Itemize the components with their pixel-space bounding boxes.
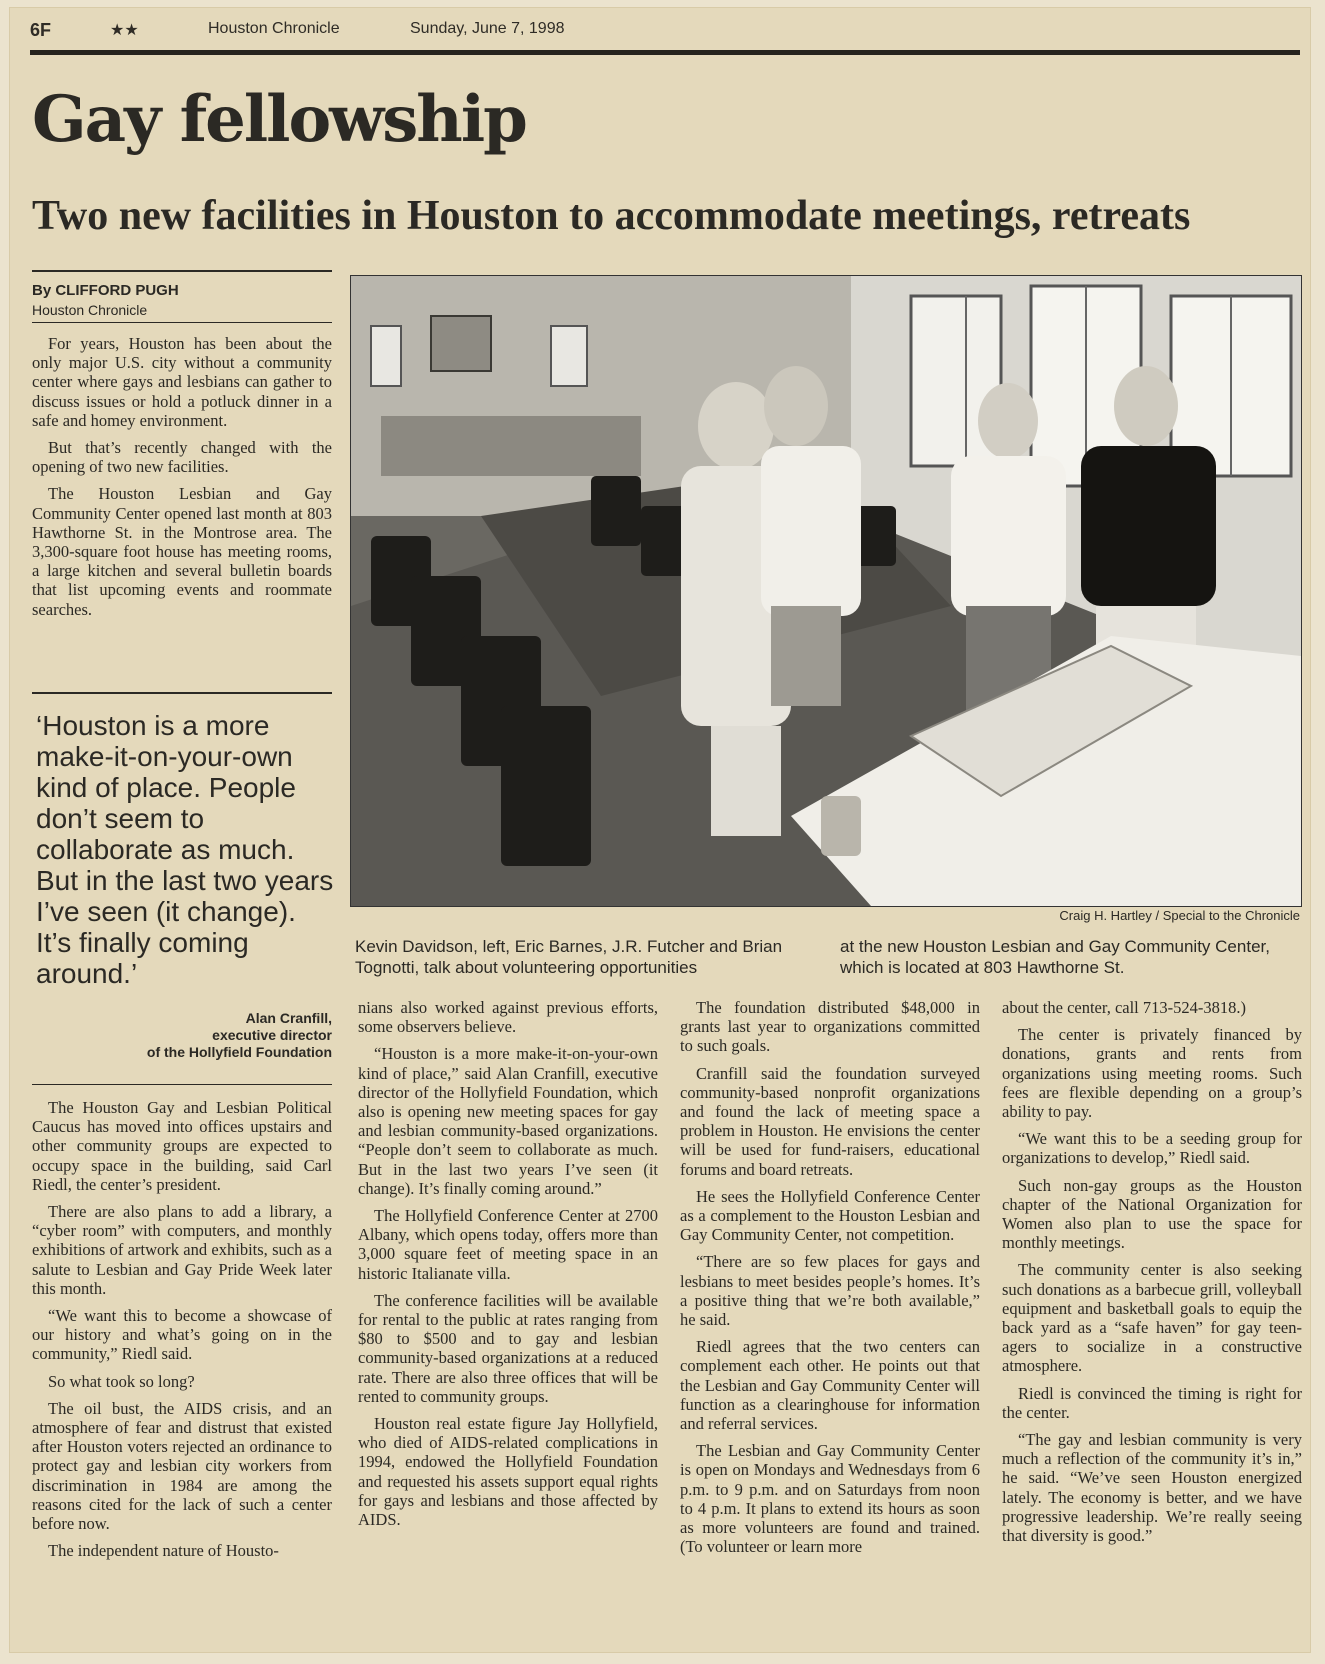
top-rule xyxy=(30,50,1300,55)
pull-quote: ‘Houston is a more make-it-on-your-own kind of place. People don’t seem to collaborate as much. But in the last two years I’ve seen (it change). It’s finally coming around.’ xyxy=(36,710,334,989)
paragraph: The Houston Gay and Lesbian Political Caucus has moved into offices upstairs and other community groups are expected to occupy space in the building, said Carl Riedl, the center’s president. xyxy=(32,1098,332,1194)
paragraph: Riedl agrees that the two centers can complement each other. He points out that the Lesbian and Gay Community Center will function as a clearinghouse for information and referral services. xyxy=(680,1337,980,1434)
paragraph: The foundation distributed $48,000 in grants last year to organizations committed to such goals. xyxy=(680,998,980,1056)
paragraph: There are also plans to add a library, a “cyber room” with computers, and monthly exhibitions of artwork and exhibits, such as a salute to Lesbian and Gay Pride Week later this month. xyxy=(32,1202,332,1298)
paragraph: The independent nature of Housto- xyxy=(48,1541,279,1561)
paragraph: Houston real estate figure Jay Hollyfield, who died of AIDS-related complications in 1994, endowed the Hollyfield Foundation and requested his assets support equal rights for gays and lesbians and those affected by AIDS. xyxy=(358,1414,658,1530)
byline-rule-bottom xyxy=(32,322,332,323)
byline-rule xyxy=(32,270,332,272)
news-photo xyxy=(350,275,1302,907)
attribution-title: executive director xyxy=(212,1027,332,1043)
folio-line xyxy=(30,18,1300,44)
paragraph: Such non-gay groups as the Houston chapter of the National Organization for Women also plan to use the space for monthly meetings. xyxy=(1002,1175,1302,1253)
paragraph: Cranfill said the foundation surveyed community-based nonprofit organizations and found the lack of meeting space a problem in Houston. He envisions the center will be used for fund-raisers, educational forums and board retreats. xyxy=(680,1063,980,1179)
article-column-4 xyxy=(1002,998,1302,1553)
page-number: 6F xyxy=(30,20,52,40)
byline-outlet: Houston Chronicle xyxy=(32,302,148,318)
attribution-name: Alan Cranfill, xyxy=(245,1010,332,1026)
paragraph: “The gay and lesbian community is very much a reflection of the community it’s in,” he said. “We’ve seen Houston energized lately. The economy is better, and we have progressive leadership. We’re really seeing that diversity is good.” xyxy=(1002,1430,1302,1546)
photo-credit: Craig H. Hartley / Special to the Chronicle xyxy=(1059,908,1300,923)
article-column-1-top xyxy=(32,334,332,627)
paragraph: For years, Houston has been about the only major U.S. city without a community center where gays and lesbians can gather to discuss issues or hold a potluck dinner in a safe and homey environment. xyxy=(32,334,332,430)
paragraph: nians also worked against previous efforts, some observers believe. xyxy=(358,998,658,1037)
publication-date: Sunday, June 7, 1998 xyxy=(410,20,565,37)
pull-quote-rule xyxy=(32,692,332,694)
paragraph: The Houston Lesbian and Gay Community Center opened last month at 803 Hawthorne St. in the Montrose area. The 3,300-square foot house has meeting rooms, a large kitchen and several bulletin boards that list upcoming events and roommate searches. xyxy=(32,484,332,619)
paragraph: But that’s recently changed with the opening of two new facilities. xyxy=(32,438,332,477)
attribution-organization: of the Hollyfield Foundation xyxy=(146,1044,332,1060)
paragraph: “There are so few places for gays and lesbians to meet besides people’s homes. It’s a positive thing that we’re both available,” he said. xyxy=(680,1252,980,1330)
edition-stars: ★★ xyxy=(110,22,139,39)
article-column-2 xyxy=(358,998,658,1537)
paragraph: So what took so long? xyxy=(48,1371,195,1391)
paragraph: about the center, call 713-524-3818.) xyxy=(1002,998,1247,1017)
article-column-3 xyxy=(680,998,980,1564)
paragraph: The oil bust, the AIDS crisis, and an atmosphere of fear and distrust that existed after Houston voters rejected an ordinance to protect gay and lesbian city workers from discrimination in 1984 are among the reasons cited for the lack of such a center before now. xyxy=(32,1398,332,1534)
paragraph: The Lesbian and Gay Community Center is open on Mondays and Wednesdays from 6 p.m. to 9 p.m. and on Saturdays from noon to 4 p.m. It plans to extend its hours as soon as more volunteers are found and trained. (To volunteer or learn more xyxy=(680,1441,980,1557)
paragraph: “We want this to be a seeding group for organizations to develop,” Riedl said. xyxy=(1002,1129,1302,1168)
deck-subheadline: Two new facilities in Houston to accommodate meetings, retreats xyxy=(32,193,1191,239)
photo-illustration xyxy=(351,276,1301,906)
paragraph: The conference facilities will be available for rental to the public at rates ranging from $80 to $500 and to gay and lesbian community-based organizations at a reduced rate. There are also three offices that will be rented to community groups. xyxy=(358,1290,658,1406)
pull-quote-attribution xyxy=(32,1010,332,1061)
paragraph: Riedl is convinced the timing is right for the center. xyxy=(1002,1383,1302,1422)
photo-caption-right: at the new Houston Lesbian and Gay Community Center, which is located at 803 Hawthorne St. xyxy=(840,937,1270,977)
byline-author: By CLIFFORD PUGH xyxy=(32,282,179,299)
paragraph: He sees the Hollyfield Conference Center as a complement to the Houston Lesbian and Gay Community Center, not competition. xyxy=(680,1186,980,1245)
pull-quote-rule-bottom xyxy=(32,1084,332,1085)
newspaper-name: Houston Chronicle xyxy=(208,20,340,37)
photo-caption-left: Kevin Davidson, left, Eric Barnes, J.R. Futcher and Brian Tognotti, talk about volunteering opportunities xyxy=(355,937,783,977)
article-column-1-bottom xyxy=(32,1098,332,1568)
paragraph: The community center is also seeking such donations as a barbecue grill, volleyball equipment and basketball goals to equip the back yard as a “safe haven” for gay teen-agers to socialize in a constructive atmosphere. xyxy=(1002,1260,1302,1376)
paragraph: The Hollyfield Conference Center at 2700 Albany, which opens today, offers more than 3,000 square feet of meeting space in an historic Italianate villa. xyxy=(358,1206,658,1283)
headline: Gay fellowship xyxy=(32,82,526,157)
paragraph: “We want this to become a showcase of our history and what’s going on in the community,” Riedl said. xyxy=(32,1306,332,1364)
paragraph: The center is privately financed by donations, grants and rents from organizations using meeting rooms. Such fees are flexible depending on a group’s ability to pay. xyxy=(1002,1025,1302,1122)
paragraph: “Houston is a more make-it-on-your-own kind of place,” said Alan Cranfill, executive director of the Hollyfield Foundation, which also is opening new meeting spaces for gay and lesbian community-based organizations. “People don’t seem to collaborate as much. But in the last two years I’ve seen (it change). It’s finally coming around.” xyxy=(358,1044,658,1198)
